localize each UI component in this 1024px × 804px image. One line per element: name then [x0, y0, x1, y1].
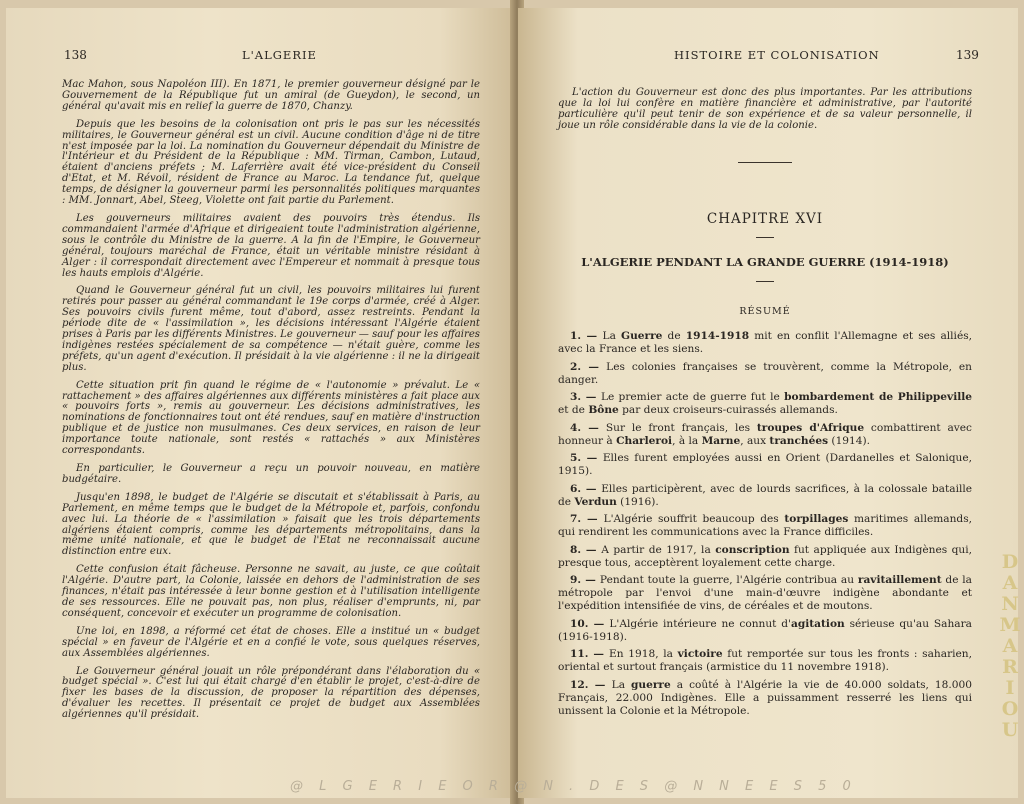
paragraph: Le Gouverneur général jouait un rôle prépondérant dans l'élaboration du « budget spécial ». C'est lui qui était chargé d'en établir le projet, c'est-à-dire de fixer les bases de la discussion, de proposer la répartition des dépenses, d'évaluer les recettes. Il présentait ce projet de budget aux Assemblées algériennes qu'il présidait. [62, 665, 480, 721]
item-number: 10. — [570, 617, 610, 630]
summary-item [558, 648, 972, 674]
item-text: L'Algérie intérieure ne connut d' [609, 617, 791, 630]
item-number: 6. — [570, 482, 602, 495]
paragraph: Depuis que les besoins de la colonisation ont pris le pas sur les nécessités militaires, le Gouverneur général est un civil. Aucune condition d'âge ni de titre n'est imposée par la loi. La nomination du Gouverneur dépendait du Ministre de l'Intérieur et du Président de la République : MM. Tirman, Cambon, Lutaud, étaient d'anciens préfets ; M. Laferrière avait été vice-président du Conseil d'Etat, et M. Révoil, résident de France au Maroc. La tendance fut, quelque temps, de désigner la gouverneur parmi les personnalités politiques marquantes : MM. Jonnart, Abel, Steeg, Violette ont fait partie du Parlement. [62, 118, 480, 207]
item-text: Elles furent employées aussi en Orient (Dardanelles et Salonique, 1915). [558, 452, 972, 477]
bold-term: victoire [677, 648, 723, 660]
item-number: 5. — [570, 452, 603, 464]
paragraph: Cette confusion était fâcheuse. Personne ne savait, au juste, ce que coûtait l'Algérie. D'autre part, la Colonie, laissée en dehors de l'administration de ses finances, n'était pas intéressée à leur bonne gestion et à l'utilisation intelligente de ses ressources. Elle ne pouvait pas, non plus, réaliser d'emprunts, ni, par conséquent, concevoir et exécuter un programme de colonisation. [62, 564, 480, 619]
item-text: Les colonies françaises se trouvèrent, comme la Métropole, en danger. [558, 360, 973, 386]
item-text: par deux croiseurs-cuirassés allemands. [618, 404, 838, 416]
bold-term: torpillages [784, 513, 849, 525]
resume-label: RÉSUMÉ [739, 306, 791, 317]
item-text: Sur le front français, les [605, 421, 757, 434]
summary-item [558, 422, 972, 448]
paragraph: Une loi, en 1898, a réformé cet état de choses. Elle a institué un « budget spécial » en faveur de l'Algérie et en a confié le vote, sous quelques réserves, aux Assemblées algériennes. [62, 625, 480, 659]
bold-term: bombardement de Philippeville [784, 391, 973, 403]
item-text: Elles participèrent, avec de lourds sacrifices, à la colossale bataille de [558, 482, 973, 508]
summary-item [558, 391, 972, 417]
right-page [518, 8, 1018, 798]
left-page [6, 8, 516, 798]
item-text: fut remportée sur tous les fronts : saharien, oriental et surtout français (armistice du 11 novembre 1918). [558, 648, 972, 673]
summary-item [558, 361, 972, 387]
summary-item [558, 574, 972, 613]
item-number: 3. — [570, 391, 601, 403]
item-number: 11. — [570, 648, 610, 660]
bold-term: agitation [790, 617, 845, 630]
chapter-label: CHAPITRE XVI [706, 211, 824, 227]
item-number: 8. — [570, 543, 602, 556]
bold-term: Verdun [574, 495, 617, 508]
running-head: L'ALGERIE [242, 48, 317, 62]
bold-term: guerre [631, 678, 671, 691]
summary-list [558, 330, 972, 722]
item-text: de [662, 330, 686, 342]
page-number: 138 [64, 48, 87, 62]
summary-item [558, 618, 972, 644]
item-text: fut appliquée aux Indigènes qui, presque tous, acceptèrent loyalement cette charge. [558, 543, 972, 569]
summary-item [558, 513, 972, 539]
item-text: de la métropole par l'envoi d'une main-d'œuvre indigène abondante et l'expédition intensifiée de vins, de céréales et de moutons. [558, 574, 972, 612]
item-number: 7. — [570, 513, 604, 525]
bold-term: conscription [715, 543, 790, 556]
item-text: combattirent avec honneur à [558, 421, 972, 447]
item-number: 1. — [570, 330, 603, 342]
page-number: 139 [956, 48, 979, 62]
bold-term: troupes d'Afrique [756, 421, 865, 434]
intro-paragraph [558, 88, 972, 132]
short-divider [756, 281, 774, 282]
summary-item [558, 483, 972, 509]
paragraph: Mac Mahon, sous Napoléon III). En 1871, le premier gouverneur désigné par le Gouvernement de la République fut un amiral (de Gueydon), le second, un général qu'avait mis en relief la guerre de 1870, Chanzy. [62, 79, 480, 112]
chapter-title: L'ALGERIE PENDANT LA GRANDE GUERRE (1914-1918) [581, 255, 949, 269]
item-text: L'Algérie souffrit beaucoup des [603, 513, 785, 525]
item-text: A partir de 1917, la [601, 543, 716, 556]
paragraph: L'action du Gouverneur est donc des plus importantes. Par les attributions que la loi lui confère en matière financière et administrative, par l'autorité particulière qu'il peut tenir de son expérience et de sa valeur personnelle, il joue un rôle considérable dans la vie de la colonie. [558, 87, 972, 131]
bold-term: 1914-1918 [685, 330, 750, 342]
item-text: La [602, 330, 622, 342]
item-text: La [611, 678, 631, 691]
left-body-text [62, 80, 480, 728]
item-text: et de [558, 404, 589, 416]
item-text: , à la [672, 434, 702, 447]
paragraph: Quand le Gouverneur général fut un civil, les pouvoirs militaires lui furent retirés pour passer au général commandant le 19e corps d'armée, créé à Alger. Ses pouvoirs civils furent même, tout d'abord, assez restreints. Pendant la période dite de « l'assimilation », les décisions intéressant l'Algérie étaient prises à Paris par les différents Ministres. Le gouverneur — sauf pour les affaires indigènes restées spécialement de sa compétence — n'était guère, comme les préfets, qu'un agent d'exécution. Il présidait à la vie algérienne : il ne la dirigeait plus. [62, 285, 480, 373]
item-text: sérieuse qu'au Sahara (1916-1918). [558, 617, 972, 643]
bold-term: tranchées [769, 434, 829, 447]
summary-item [558, 679, 972, 718]
item-number: 4. — [570, 421, 606, 434]
running-head: HISTOIRE ET COLONISATION [674, 48, 880, 62]
item-text: (1914). [828, 434, 871, 447]
paragraph: Cette situation prit fin quand le régime de « l'autonomie » prévalut. Le « rattachement » des affaires algériennes aux différents ministères a fait place aux « pouvoirs forts », remis au gouverneur. Les décisions administratives, les nominations de fonctionnaires tout ont été rendues, sauf en matière d'instruction publique et de justice non musulmanes. Ces deux services, en raison de leur importance toute nationale, sont restés « rattachés » aux Ministères correspondants. [62, 379, 480, 457]
short-divider [756, 237, 774, 238]
bold-term: Guerre [621, 330, 663, 342]
paragraph: Les gouverneurs militaires avaient des pouvoirs très étendus. Ils commandaient l'armée d'Afrique et dirigeaient toute l'administration algérienne, sous le contrôle du Ministre de la guerre. A la fin de l'Empire, le Gouverneur général, toujours maréchal de France, était un véritable ministre résidant à Alger : il correspondait directement avec l'Empereur et nommait à presque tous les hauts emplois d'Algérie. [62, 212, 480, 279]
bold-term: Bône [588, 404, 619, 416]
summary-item [558, 544, 972, 570]
summary-item [558, 452, 972, 478]
item-number: 2. — [570, 360, 607, 373]
item-number: 9. — [570, 574, 600, 586]
side-stamp: D A N M A R I O U [999, 551, 1021, 741]
item-number: 12. — [570, 678, 612, 691]
item-text: maritimes allemands, qui rendirent les communications avec la France difficiles. [558, 513, 972, 538]
watermark: @ L G E R I E O R @ N . D E S @ N N E E S 5 0 [290, 779, 857, 794]
section-divider [738, 162, 792, 163]
item-text: Pendant toute la guerre, l'Algérie contribua au [599, 574, 858, 586]
item-text: En 1918, la [609, 648, 678, 660]
paragraph: Jusqu'en 1898, le budget de l'Algérie se discutait et s'établissait à Paris, au Parlement, en même temps que le budget de la Métropole et, parfois, confondu avec lui. La théorie de « l'assimilation » faisait que les trois départements algériens étaient compris, comme les départements métropolitains, dans la même unité nationale, et que le budget de l'Etat ne reconnaissait aucune distinction entre eux. [62, 491, 480, 558]
bold-term: Charleroi [616, 434, 673, 447]
item-text: (1916). [616, 495, 659, 508]
bold-term: Marne [701, 434, 741, 447]
item-text: , aux [740, 434, 770, 447]
item-text: a coûté à l'Algérie la vie de 40.000 soldats, 18.000 Français, 22.000 Indigènes. Elle a puissamment resserré les liens qui unissent la Colonie et la Métropole. [558, 678, 972, 717]
item-text: Le premier acte de guerre fut le [600, 391, 785, 403]
summary-item [558, 330, 972, 356]
item-text: mit en conflit l'Allemagne et ses alliés, avec la France et les siens. [558, 330, 973, 355]
bold-term: ravitaillement [857, 574, 942, 586]
paragraph: En particulier, le Gouverneur a reçu un pouvoir nouveau, en matière budgétaire. [62, 463, 480, 485]
